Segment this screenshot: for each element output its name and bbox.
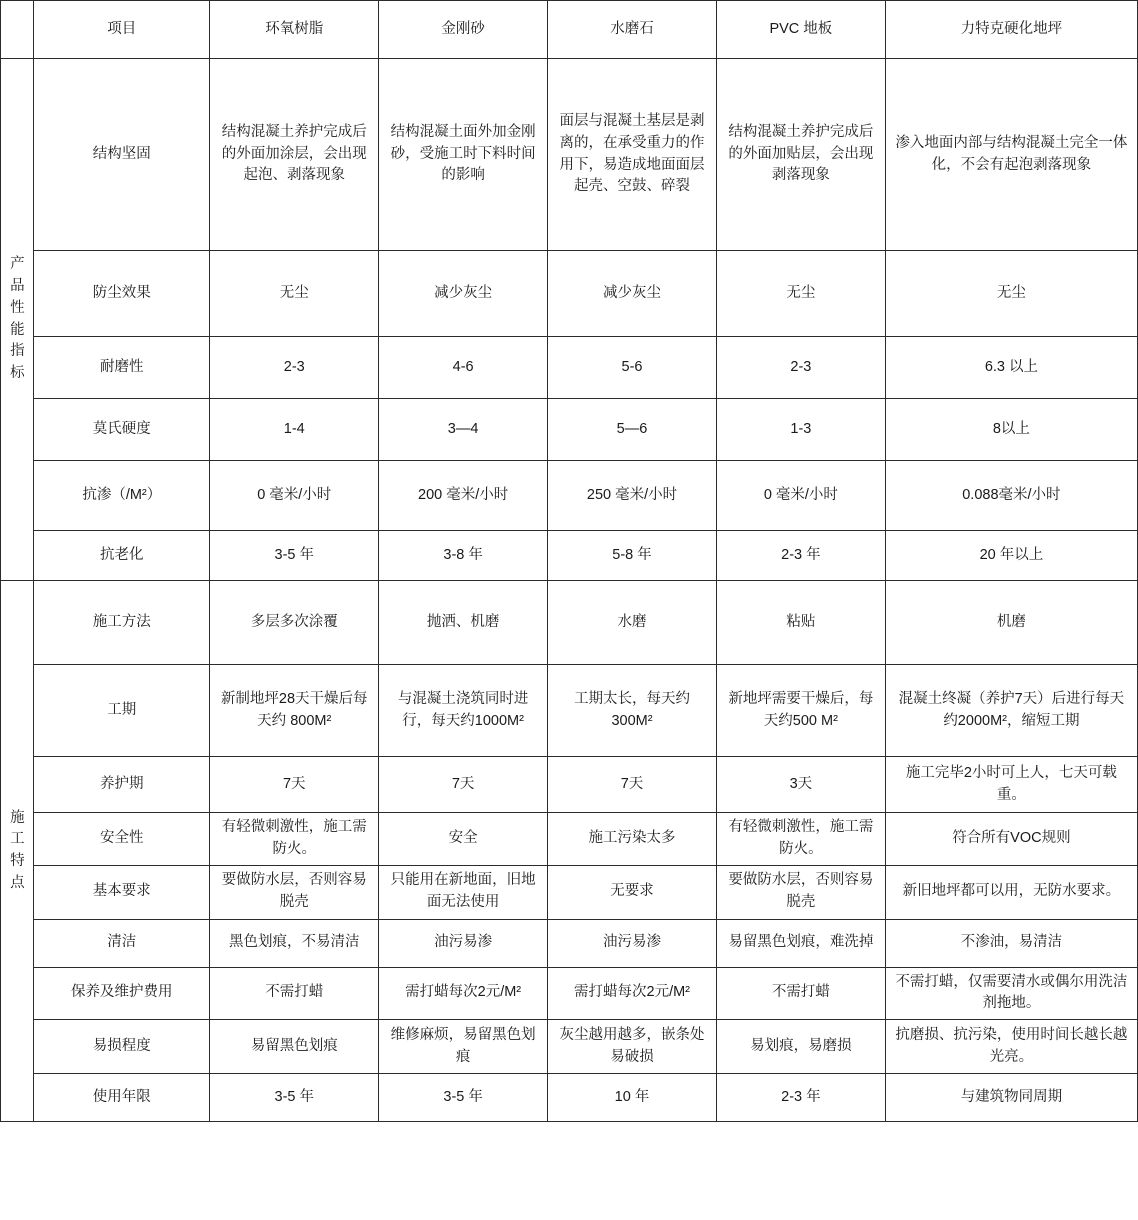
table-cell: 有轻微刺激性，施工需防火。	[210, 813, 379, 866]
row-header: 结构坚固	[34, 59, 210, 251]
table-cell: 安全	[379, 813, 548, 866]
table-row	[1, 919, 1138, 967]
table-cell: 新地坪需要干燥后，每天约500 M²	[716, 665, 885, 757]
table-cell: 施工完毕2小时可上人，七天可载重。	[885, 757, 1137, 813]
row-header: 养护期	[34, 757, 210, 813]
table-cell: 3-8 年	[379, 531, 548, 581]
table-row	[1, 1020, 1138, 1074]
group-label-performance-text: 产品性能指标	[10, 256, 26, 381]
table-cell: 20 年以上	[885, 531, 1137, 581]
table-cell: 10 年	[548, 1074, 717, 1122]
table-cell: 灰尘越用越多，嵌条处易破损	[548, 1020, 717, 1074]
table-cell: 需打蜡每次2元/M²	[379, 967, 548, 1020]
row-header: 保养及维护费用	[34, 967, 210, 1020]
column-header-terrazzo: 水磨石	[548, 1, 717, 59]
table-cell: 工期太长，每天约300M²	[548, 665, 717, 757]
column-header-emery: 金刚砂	[379, 1, 548, 59]
table-cell: 易划痕，易磨损	[716, 1020, 885, 1074]
table-cell: 不需打蜡	[716, 967, 885, 1020]
row-header: 使用年限	[34, 1074, 210, 1122]
row-header: 防尘效果	[34, 251, 210, 337]
table-cell: 抗磨损、抗污染，使用时间长越长越光亮。	[885, 1020, 1137, 1074]
table-cell: 粘贴	[716, 581, 885, 665]
table-cell: 结构混凝土面外加金刚砂，受施工时下料时间的影响	[379, 59, 548, 251]
corner-cell	[1, 1, 34, 59]
table-cell: 5—6	[548, 399, 717, 461]
table-cell: 4-6	[379, 337, 548, 399]
table-cell: 机磨	[885, 581, 1137, 665]
row-header: 易损程度	[34, 1020, 210, 1074]
table-cell: 维修麻烦，易留黑色划痕	[379, 1020, 548, 1074]
table-row	[1, 461, 1138, 531]
table-cell: 黑色划痕，不易清洁	[210, 919, 379, 967]
table-row	[1, 865, 1138, 919]
table-cell: 施工污染太多	[548, 813, 717, 866]
row-header: 清洁	[34, 919, 210, 967]
table-row	[1, 665, 1138, 757]
table-cell: 需打蜡每次2元/M²	[548, 967, 717, 1020]
table-cell: 2-3 年	[716, 531, 885, 581]
table-cell: 无尘	[885, 251, 1137, 337]
table-cell: 油污易渗	[548, 919, 717, 967]
table-cell: 符合所有VOC规则	[885, 813, 1137, 866]
table-cell: 结构混凝土养护完成后的外面加涂层，会出现起泡、剥落现象	[210, 59, 379, 251]
table-cell: 与建筑物同周期	[885, 1074, 1137, 1122]
table-cell: 7天	[379, 757, 548, 813]
table-cell: 抛洒、机磨	[379, 581, 548, 665]
table-cell: 减少灰尘	[379, 251, 548, 337]
table-cell: 无尘	[210, 251, 379, 337]
table-cell: 3—4	[379, 399, 548, 461]
table-cell: 3-5 年	[210, 531, 379, 581]
table-cell: 有轻微刺激性，施工需防火。	[716, 813, 885, 866]
table-cell: 结构混凝土养护完成后的外面加贴层，会出现剥落现象	[716, 59, 885, 251]
table-row	[1, 813, 1138, 866]
row-header: 施工方法	[34, 581, 210, 665]
row-header: 安全性	[34, 813, 210, 866]
table-cell: 5-8 年	[548, 531, 717, 581]
group-label-construction	[1, 581, 34, 1122]
table-cell: 不需打蜡，仅需要清水或偶尔用洗洁剂拖地。	[885, 967, 1137, 1020]
table-cell: 7天	[210, 757, 379, 813]
table-cell: 5-6	[548, 337, 717, 399]
table-cell: 易留黑色划痕，难洗掉	[716, 919, 885, 967]
column-header-epoxy: 环氧树脂	[210, 1, 379, 59]
row-header: 抗老化	[34, 531, 210, 581]
table-cell: 2-3 年	[716, 1074, 885, 1122]
table-cell: 渗入地面内部与结构混凝土完全一体化，不会有起泡剥落现象	[885, 59, 1137, 251]
table-cell: 水磨	[548, 581, 717, 665]
table-cell: 与混凝土浇筑同时进行，每天约1000M²	[379, 665, 548, 757]
row-header: 抗渗（/M²）	[34, 461, 210, 531]
table-cell: 不需打蜡	[210, 967, 379, 1020]
table-cell: 2-3	[716, 337, 885, 399]
table-cell: 1-3	[716, 399, 885, 461]
row-header: 耐磨性	[34, 337, 210, 399]
table-cell: 3天	[716, 757, 885, 813]
table-cell: 无尘	[716, 251, 885, 337]
table-cell: 面层与混凝土基层是剥离的，在承受重力的作用下，易造成地面面层起壳、空鼓、碎裂	[548, 59, 717, 251]
table-cell: 2-3	[210, 337, 379, 399]
table-row	[1, 59, 1138, 251]
group-label-performance	[1, 59, 34, 581]
table-cell: 只能用在新地面，旧地面无法使用	[379, 865, 548, 919]
table-cell: 无要求	[548, 865, 717, 919]
table-cell: 3-5 年	[210, 1074, 379, 1122]
table-cell: 250 毫米/小时	[548, 461, 717, 531]
table-cell: 多层多次涂覆	[210, 581, 379, 665]
table-cell: 7天	[548, 757, 717, 813]
table-row	[1, 581, 1138, 665]
table-cell: 新制地坪28天干燥后每天约 800M²	[210, 665, 379, 757]
table-cell: 8以上	[885, 399, 1137, 461]
column-header-pvc: PVC 地板	[716, 1, 885, 59]
table-cell: 新旧地坪都可以用，无防水要求。	[885, 865, 1137, 919]
column-header-item: 项目	[34, 1, 210, 59]
group-label-construction-text: 施工特点	[10, 809, 26, 891]
table-row	[1, 531, 1138, 581]
row-header: 基本要求	[34, 865, 210, 919]
table-cell: 0.088毫米/小时	[885, 461, 1137, 531]
table-row	[1, 251, 1138, 337]
table-cell: 易留黑色划痕	[210, 1020, 379, 1074]
table-row	[1, 967, 1138, 1020]
table-cell: 1-4	[210, 399, 379, 461]
row-header: 莫氏硬度	[34, 399, 210, 461]
table-cell: 混凝土终凝（养护7天）后进行每天约2000M²，缩短工期	[885, 665, 1137, 757]
table-cell: 不渗油，易清洁	[885, 919, 1137, 967]
table-cell: 200 毫米/小时	[379, 461, 548, 531]
table-cell: 6.3 以上	[885, 337, 1137, 399]
table-row	[1, 337, 1138, 399]
table-row	[1, 399, 1138, 461]
table-cell: 0 毫米/小时	[210, 461, 379, 531]
table-header-row	[1, 1, 1138, 59]
table-cell: 0 毫米/小时	[716, 461, 885, 531]
table-cell: 3-5 年	[379, 1074, 548, 1122]
column-header-litek: 力特克硬化地坪	[885, 1, 1137, 59]
table-row	[1, 1074, 1138, 1122]
table-row	[1, 757, 1138, 813]
table-cell: 要做防水层，否则容易脱壳	[716, 865, 885, 919]
table-cell: 要做防水层，否则容易脱壳	[210, 865, 379, 919]
table-cell: 油污易渗	[379, 919, 548, 967]
table-cell: 减少灰尘	[548, 251, 717, 337]
row-header: 工期	[34, 665, 210, 757]
